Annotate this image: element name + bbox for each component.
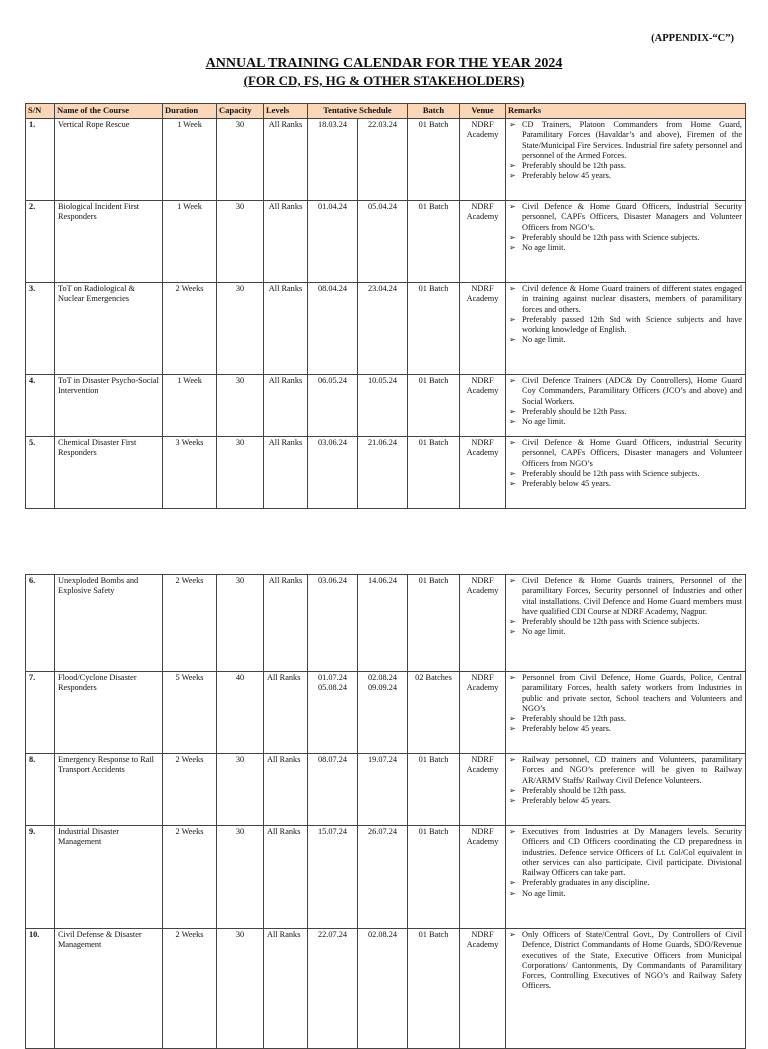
table-row (26, 575, 746, 672)
cell-batch: 01 Batch (408, 437, 460, 509)
cell-batch: 01 Batch (408, 575, 460, 672)
remarks-item: ➢ Preferably below 45 years. (509, 479, 742, 489)
remarks-list (509, 438, 742, 489)
cell-remarks (506, 283, 746, 375)
remarks-item: ➢ Preferably should be 12th pass with Science subjects. (509, 617, 742, 627)
cell-sn: 7. (26, 672, 55, 754)
cell-levels: All Ranks (264, 575, 308, 672)
cell-duration: 2 Weeks (163, 826, 217, 929)
header-remarks: Remarks (506, 104, 746, 119)
cell-sn: 6. (26, 575, 55, 672)
remarks-item: ➢ No age limit. (509, 243, 742, 253)
cell-duration: 2 Weeks (163, 754, 217, 826)
cell-schedule-end: 22.03.24 (358, 119, 408, 201)
header-levels: Levels (264, 104, 308, 119)
table-row (26, 283, 746, 375)
cell-schedule-start: 08.07.24 (308, 754, 358, 826)
remarks-item: ➢ No age limit. (509, 627, 742, 637)
cell-capacity: 30 (217, 437, 264, 509)
cell-remarks (506, 575, 746, 672)
remarks-item: ➢ Preferably should be 12th Pass. (509, 407, 742, 417)
cell-sn: 8. (26, 754, 55, 826)
remarks-item: ➢ Preferably below 45 years. (509, 171, 742, 181)
cell-course-name: Vertical Rope Rescue (55, 119, 163, 201)
cell-venue: NDRF Academy (460, 283, 506, 375)
cell-batch: 01 Batch (408, 929, 460, 1049)
cell-venue: NDRF Academy (460, 119, 506, 201)
cell-schedule-start: 15.07.24 (308, 826, 358, 929)
cell-batch: 01 Batch (408, 201, 460, 283)
cell-levels: All Ranks (264, 754, 308, 826)
cell-sn: 1. (26, 119, 55, 201)
table-row (26, 672, 746, 754)
cell-duration: 1 Week (163, 119, 217, 201)
cell-course-name: Chemical Disaster First Responders (55, 437, 163, 509)
cell-batch: 01 Batch (408, 826, 460, 929)
remarks-list (509, 576, 742, 638)
cell-schedule-end: 02.08.24 09.09.24 (358, 672, 408, 754)
cell-schedule-start: 06.05.24 (308, 375, 358, 437)
remarks-item: ➢ Civil defence & Home Guard trainers of different states engaged in training against nuclear disasters, members of paramilitary forces and others. (509, 284, 742, 315)
remarks-item: ➢ Preferably should be 12th pass with Science subjects. (509, 469, 742, 479)
cell-remarks (506, 119, 746, 201)
remarks-item: ➢ Preferably should be 12th pass. (509, 786, 742, 796)
remarks-list (509, 930, 742, 992)
remarks-item: ➢ Personnel from Civil Defence, Home Guards, Police, Central paramilitary Forces, health safety workers from Industries in public and private sector, School teachers and Volunteers and NGO’s (509, 673, 742, 714)
cell-capacity: 30 (217, 826, 264, 929)
table-row (26, 826, 746, 929)
cell-capacity: 30 (217, 929, 264, 1049)
cell-batch: 02 Batches (408, 672, 460, 754)
remarks-item: ➢ Only Officers of State/Central Govt., Dy Controllers of Civil Defence, District Commandants of Home Guards, SDO/Revenue executives of the State, Executive Officers from Municipal Corporations/ Cantonments, Dy Commandants of Paramilitary Forces, Controlling Executives of NGO’s and Railway Safety Officers. (509, 930, 742, 992)
cell-remarks (506, 201, 746, 283)
cell-venue: NDRF Academy (460, 754, 506, 826)
header-venue: Venue (460, 104, 506, 119)
cell-levels: All Ranks (264, 375, 308, 437)
cell-duration: 2 Weeks (163, 283, 217, 375)
cell-capacity: 30 (217, 575, 264, 672)
document-title: ANNUAL TRAINING CALENDAR FOR THE YEAR 2024 (205, 56, 563, 71)
cell-remarks (506, 375, 746, 437)
cell-schedule-start: 01.07.24 05.08.24 (308, 672, 358, 754)
cell-schedule-start: 18.03.24 (308, 119, 358, 201)
remarks-item: ➢ Preferably should be 12th pass. (509, 714, 742, 724)
appendix-label: (APPENDIX-“C”) (651, 33, 734, 44)
remarks-list (509, 376, 742, 427)
training-calendar-table-part-1 (25, 103, 746, 509)
document-subtitle: (FOR CD, FS, HG & OTHER STAKEHOLDERS) (243, 73, 525, 88)
remarks-list (509, 827, 742, 899)
cell-levels: All Ranks (264, 929, 308, 1049)
cell-schedule-end: 14.06.24 (358, 575, 408, 672)
cell-schedule-start: 03.06.24 (308, 575, 358, 672)
cell-venue: NDRF Academy (460, 437, 506, 509)
cell-schedule-end: 19.07.24 (358, 754, 408, 826)
cell-remarks (506, 754, 746, 826)
remarks-item: ➢ Railway personnel, CD trainers and Volunteers, paramilitary Forces and NGO’s preference will be given to Railway AR/ARMV Staffs/ Railway Civil Defence Volunteers. (509, 755, 742, 786)
cell-remarks (506, 826, 746, 929)
remarks-item: ➢ No age limit. (509, 335, 742, 345)
cell-course-name: Unexploded Bombs and Explosive Safety (55, 575, 163, 672)
cell-sn: 3. (26, 283, 55, 375)
remarks-item: ➢ Civil Defence & Home Guard Officers, industrial Security personnel, CAPFs Officers, Disaster managers and Volunteer Officers from NGO’s (509, 438, 742, 469)
remarks-list (509, 284, 742, 346)
table-row (26, 201, 746, 283)
remarks-item: ➢ Civil Defence & Home Guards trainers, Personnel of the paramilitary Forces, Security personnel of Industries and other vital installations. Civil Defence and Home Guard members must have qualified CDI Course at NDRF Academy, Nagpur. (509, 576, 742, 617)
cell-duration: 2 Weeks (163, 575, 217, 672)
cell-duration: 1 Week (163, 375, 217, 437)
cell-course-name: ToT in Disaster Psycho-Social Intervention (55, 375, 163, 437)
header-tentative-schedule: Tentative Schedule (308, 104, 408, 119)
cell-duration: 2 Weeks (163, 929, 217, 1049)
cell-course-name: Biological Incident First Responders (55, 201, 163, 283)
cell-schedule-end: 02.08.24 (358, 929, 408, 1049)
cell-venue: NDRF Academy (460, 929, 506, 1049)
cell-capacity: 30 (217, 375, 264, 437)
cell-remarks (506, 929, 746, 1049)
cell-schedule-end: 23.04.24 (358, 283, 408, 375)
remarks-list (509, 673, 742, 735)
cell-sn: 4. (26, 375, 55, 437)
training-calendar-table-part-2 (25, 574, 746, 1049)
header-capacity: Capacity (217, 104, 264, 119)
header-duration: Duration (163, 104, 217, 119)
cell-course-name: Industrial Disaster Management (55, 826, 163, 929)
cell-levels: All Ranks (264, 283, 308, 375)
cell-duration: 5 Weeks (163, 672, 217, 754)
remarks-list (509, 120, 742, 182)
cell-schedule-end: 26.07.24 (358, 826, 408, 929)
cell-remarks (506, 672, 746, 754)
cell-venue: NDRF Academy (460, 201, 506, 283)
cell-sn: 9. (26, 826, 55, 929)
cell-schedule-start: 03.06.24 (308, 437, 358, 509)
cell-levels: All Ranks (264, 826, 308, 929)
table-row (26, 375, 746, 437)
table-row (26, 754, 746, 826)
cell-capacity: 40 (217, 672, 264, 754)
cell-capacity: 30 (217, 283, 264, 375)
remarks-item: ➢ Preferably below 45 years. (509, 796, 742, 806)
cell-remarks (506, 437, 746, 509)
table-row (26, 119, 746, 201)
cell-capacity: 30 (217, 119, 264, 201)
header-sn: S/N (26, 104, 55, 119)
cell-schedule-start: 22.07.24 (308, 929, 358, 1049)
cell-schedule-start: 01.04.24 (308, 201, 358, 283)
cell-sn: 10. (26, 929, 55, 1049)
cell-venue: NDRF Academy (460, 375, 506, 437)
cell-venue: NDRF Academy (460, 672, 506, 754)
remarks-list (509, 202, 742, 253)
cell-duration: 3 Weeks (163, 437, 217, 509)
table-row (26, 929, 746, 1049)
cell-venue: NDRF Academy (460, 575, 506, 672)
cell-batch: 01 Batch (408, 283, 460, 375)
table-row (26, 437, 746, 509)
cell-schedule-start: 08.04.24 (308, 283, 358, 375)
cell-schedule-end: 21.06.24 (358, 437, 408, 509)
cell-schedule-end: 05.04.24 (358, 201, 408, 283)
cell-levels: All Ranks (264, 201, 308, 283)
remarks-item: ➢ Executives from Industries at Dy Managers levels. Security Officers and CD Officers coordinating the CD preparedness in industries. Defence service Officers of Lt. Col/Col equivalent in other services can also participate. Civil participate. Divisional Railway Officers can take part. (509, 827, 742, 878)
cell-schedule-end: 10.05.24 (358, 375, 408, 437)
remarks-item: ➢ Civil Defence & Home Guard Officers, Industrial Security personnel, CAPFs Officers, Disaster Managers and Volunteer Officers from NGO’s. (509, 202, 742, 233)
cell-duration: 1 Week (163, 201, 217, 283)
cell-venue: NDRF Academy (460, 826, 506, 929)
header-course-name: Name of the Course (55, 104, 163, 119)
cell-batch: 01 Batch (408, 375, 460, 437)
cell-course-name: Civil Defense & Disaster Management (55, 929, 163, 1049)
remarks-item: ➢ No age limit. (509, 889, 742, 899)
cell-course-name: Emergency Response to Rail Transport Accidents (55, 754, 163, 826)
remarks-item: ➢ Preferably passed 12th Std with Science subjects and have working knowledge of English. (509, 315, 742, 336)
cell-capacity: 30 (217, 754, 264, 826)
header-batch: Batch (408, 104, 460, 119)
cell-capacity: 30 (217, 201, 264, 283)
remarks-item: ➢ Preferably should be 12th pass. (509, 161, 742, 171)
cell-batch: 01 Batch (408, 119, 460, 201)
cell-course-name: Flood/Cyclone Disaster Responders (55, 672, 163, 754)
cell-sn: 2. (26, 201, 55, 283)
remarks-item: ➢ Preferably below 45 years. (509, 724, 742, 734)
remarks-list (509, 755, 742, 806)
cell-course-name: ToT on Radiological & Nuclear Emergencies (55, 283, 163, 375)
cell-levels: All Ranks (264, 437, 308, 509)
cell-sn: 5. (26, 437, 55, 509)
remarks-item: ➢ Preferably should be 12th pass with Science subjects. (509, 233, 742, 243)
remarks-item: ➢ CD Trainers, Platoon Commanders from Home Guard, Paramilitary Forces (Havaldar’s and above), Firemen of the State/Municipal Fire Services. Industrial fire safety personnel and personnel of the Armed Forces. (509, 120, 742, 161)
remarks-item: ➢ No age limit. (509, 417, 742, 427)
cell-levels: All Ranks (264, 672, 308, 754)
remarks-item: ➢ Civil Defence Trainers (ADC& Dy Controllers), Home Guard Coy Commanders, Paramilitary Officers (JCO’s and above) and Social Workers. (509, 376, 742, 407)
table-header-row (26, 104, 746, 119)
cell-levels: All Ranks (264, 119, 308, 201)
cell-batch: 01 Batch (408, 754, 460, 826)
remarks-item: ➢ Preferably graduates in any discipline. (509, 878, 742, 888)
